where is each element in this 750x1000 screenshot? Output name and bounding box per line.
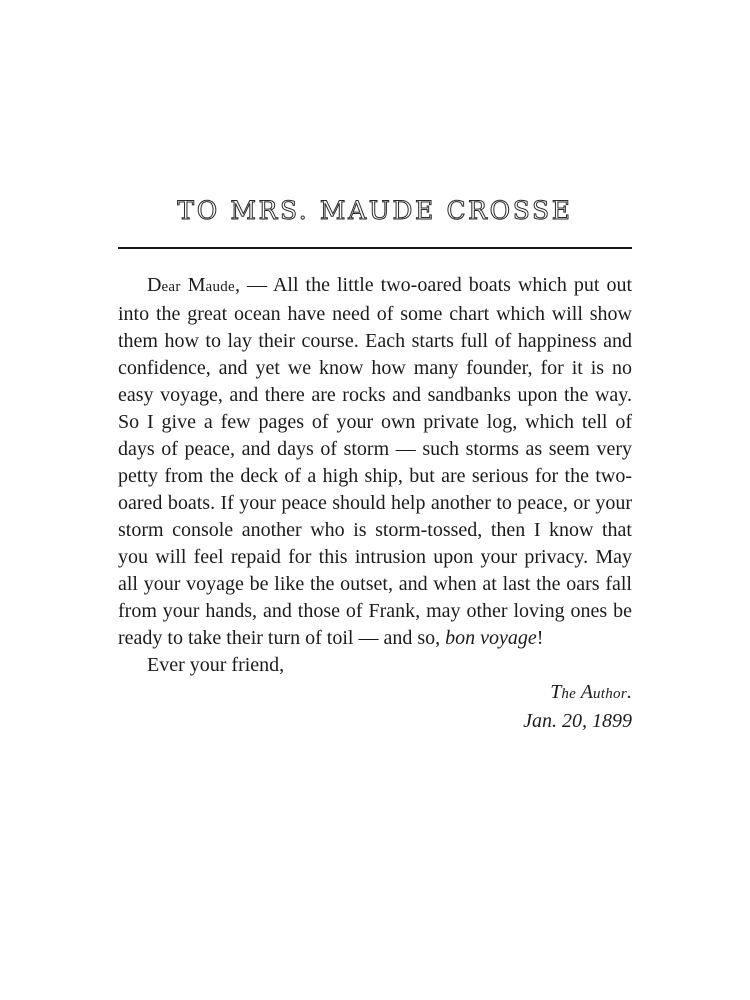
signature-period: . (627, 681, 632, 703)
signature (118, 679, 632, 708)
page-title: TO MRS. MAUDE CROSSE (177, 196, 573, 225)
signature-initial-a: A (580, 681, 593, 703)
letter-body (118, 272, 632, 735)
signature-initial-t: T (550, 681, 562, 703)
title-divider (118, 247, 632, 249)
salutation-name-initial: M (187, 274, 206, 296)
closing-line: Ever your friend, (147, 654, 285, 676)
signature-smallcaps-he: he (561, 686, 577, 702)
signature-smallcaps-uthor: uthor (592, 686, 627, 702)
letter-paragraph (118, 272, 632, 652)
letter-date: Jan. 20, 1899 (523, 710, 632, 732)
salutation-name-smallcaps: aude (205, 279, 236, 295)
salutation-initial: D (147, 274, 162, 296)
letter-text-end: ! (536, 627, 544, 649)
letter-italic-phrase: bon voyage (445, 627, 537, 649)
letter-text: , — All the little two-oared boats which put out into the great ocean have need of some chart which will show them how to lay their course. Each starts full of happiness and confidence, and yet we know how many founder, for it is no easy voyage, and there are rocks and sandbanks upon the way. So I give a few pages of your own private log, which tell of days of peace, and days of storm — such storms as seem very petty from the deck of a high ship, but are serious for the two-oared boats. If your peace should help another to peace, or your storm console another who is storm-tossed, then I know that you will feel repaid for this intrusion upon your privacy. May all your voyage be like the outset, and when at last the oars fall from your hands, and those of Frank, may other loving ones be ready to take their turn of toil — and so, (118, 274, 633, 649)
salutation-smallcaps: ear (161, 279, 181, 295)
